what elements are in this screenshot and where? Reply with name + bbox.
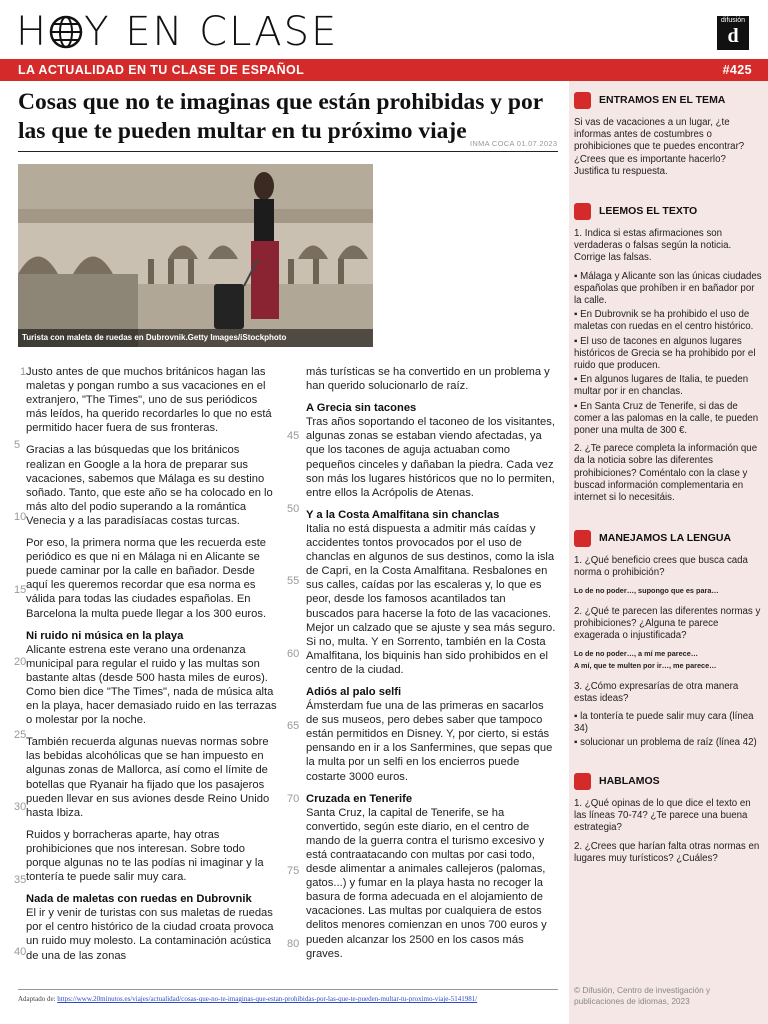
line-number: 65 bbox=[287, 720, 300, 732]
list-item: ▪ Málaga y Alicante son las únicas ciudades españolas que prohíben ir en bañador por la calle. bbox=[574, 271, 762, 308]
hint-2a: Lo de no poder…, a mí me parece… bbox=[574, 649, 699, 659]
section-entramos bbox=[574, 92, 762, 184]
line-number: 30 bbox=[14, 801, 27, 813]
paragraph: Italia no está dispuesta a admitir más caídas y accidentes tontos provocados por el uso de chanclas en algunos de sus destinos, como la isla de Capri, en la Costa Amalfitana. Resbalones en sus calles, caídas por las escaleras y, lo que es peor, desde los famosos acantilados tan buscados para hacerse la foto de las vacaciones. Mejor un calzado que se ajuste y sea más seguro. Si no, multa. Y en Sorrento, también en la Costa Amalfitana, los biquinis han sido prohibidos en el centro de la ciudad. bbox=[306, 522, 556, 676]
line-number: 35 bbox=[14, 873, 27, 886]
line-number: 75 bbox=[287, 865, 300, 877]
line-number: 10 bbox=[14, 511, 27, 523]
line-number: 80 bbox=[287, 937, 300, 950]
question-1: 1. ¿Qué beneficio crees que busca cada norma o prohibición? bbox=[574, 555, 748, 579]
section-title: LEEMOS EL TEXTO bbox=[599, 205, 698, 218]
paragraph: Ruidos y borracheras aparte, hay otras prohibiciones que nos interesan. Sobre todo porque algunas no te las podías ni imaginar y la tontería te puede salir muy cara. bbox=[26, 828, 264, 884]
tagline-bar bbox=[0, 59, 768, 81]
language-icon bbox=[574, 530, 591, 547]
paragraph: Tras años soportando el taconeo de los visitantes, algunas zonas se estaban viendo afectadas, ya que los tacones de aguja actuaban como pequeños cinceles y dañaban la piedra. Cada vez son más los lugares históricos que no lo permiten, entre ellos la Acrópolis de Atenas. bbox=[306, 416, 555, 499]
logo: H Y EN CLASE bbox=[16, 9, 339, 55]
question-icon bbox=[574, 92, 591, 109]
subheading: Adiós al palo selfi bbox=[306, 685, 402, 698]
line-number: 70 bbox=[287, 792, 300, 805]
section-title: HABLAMOS bbox=[599, 775, 660, 788]
question-2: 2. ¿Te parece completa la información que da la noticia sobre las diferentes prohibiciones? Coméntalo con la clase y buscad información complementaria en internet si lo necesitáis. bbox=[574, 443, 758, 504]
issue-number: #425 bbox=[722, 63, 752, 77]
section-leemos bbox=[574, 203, 762, 510]
list-item: ▪ El uso de tacones en algunos lugares históricos de Grecia se ha prohibido por el ruido que producen. bbox=[574, 336, 762, 373]
paragraph: Gracias a las búsquedas que los británicos realizan en Google a la hora de preparar sus vacaciones, sabemos que Málaga es su destino soñado. Tanto, que este año se ha colocado en lo más alto del podio superando a la romántica Venecia y a las paradisíacas costas turcas. bbox=[26, 444, 273, 527]
tagline: LA ACTUALIDAD EN TU CLASE DE ESPAÑOL bbox=[18, 63, 305, 77]
article-photo bbox=[18, 164, 373, 347]
paragraph: También recuerda algunas nuevas normas sobre las bebidas alcohólicas que se han impuesto en algunas zonas de Mallorca, así como el límite de botellas que Ryanair ha fijado que los pasajeros pueden llevar en sus aviones desde Reino Unido hasta Ibiza. bbox=[26, 736, 270, 819]
hint-1: Lo de no poder…, supongo que es para… bbox=[574, 586, 719, 596]
phrase-list bbox=[574, 711, 762, 750]
section-manejamos bbox=[574, 530, 762, 752]
list-item: ▪ En algunos lugares de Italia, te pueden multar por ir en chanclas. bbox=[574, 374, 762, 398]
paragraph: Santa Cruz, la capital de Tenerife, se ha convertido, según este diario, en el centro de mando de la guerra contra el turismo excesivo y está contraatacando con multas por casi todo, desde alimentar a animales callejeros (palomas, gatos...) y fumar en la playa hasta no recoger la basura de forma adecuada en el alojamiento de vacaciones. Las multas por cualquiera de estos delitos menores comienzan en unos 700 euros y pueden alcanzar los 2500 en los casos más graves. bbox=[306, 806, 547, 960]
masthead bbox=[0, 0, 768, 58]
subheading: A Grecia sin tacones bbox=[306, 402, 417, 415]
section-title: MANEJAMOS LA LENGUA bbox=[599, 532, 732, 545]
article-title: Cosas que no te imaginas que están prohibidas y por las que te pueden multar en tu próximo viaje bbox=[18, 89, 543, 144]
list-item: ▪ En Santa Cruz de Tenerife, si das de comer a las palomas en la calle, te pueden poner una multa de 300 €. bbox=[574, 401, 762, 438]
subheading: Ni ruido ni música en la playa bbox=[26, 629, 184, 642]
subheading: Cruzada en Tenerife bbox=[306, 792, 413, 805]
copyright: © Difusión, Centro de investigación y publicaciones de idiomas, 2023 bbox=[574, 985, 711, 1006]
list-item: ▪ solucionar un problema de raíz (línea 42) bbox=[574, 737, 762, 749]
section-text: Si vas de vacaciones a un lugar, ¿te informas antes de costumbres o prohibiciones que te puedes encontrar? ¿Crees que es importante hacerlo? Justifica tu respuesta. bbox=[574, 117, 745, 177]
title-divider bbox=[18, 151, 558, 152]
question-1: 1. Indica si estas afirmaciones son verdaderas o falsas según la noticia. Corrige las falsas. bbox=[574, 228, 732, 264]
paragraph: El ir y venir de turistas con sus maletas de ruedas por el centro histórico de la ciudad croata provoca un ruido muy molesto. La contaminación acústica de una de las zonas bbox=[26, 907, 274, 962]
question-2: 2. ¿Crees que harían falta otras normas en lugares muy turísticos? ¿Cuáles? bbox=[574, 840, 760, 864]
globe-icon bbox=[49, 15, 83, 49]
document-icon bbox=[574, 203, 591, 220]
paragraph: Alicante estrena este verano una ordenanza municipal para regular el ruido y las multas son bastante altas (desde 500 hasta miles de euros). Como bien dice "The Times", nada de música alta en la playa, hacer demasiado ruido en las terrazas o molestar por la noche. bbox=[26, 643, 277, 727]
subheading: Y a la Costa Amalfitana sin chanclas bbox=[306, 508, 500, 521]
question-2: 2. ¿Qué te parecen las diferentes normas y prohibiciones? ¿Alguna te parece exagerada o injustificada? bbox=[574, 605, 761, 642]
source-divider bbox=[18, 989, 558, 990]
question-1: 1. ¿Qué opinas de lo que dice el texto en las líneas 70-74? ¿Te parece una buena estrategia? bbox=[574, 798, 751, 834]
byline: INMA COCA 01.07.2023 bbox=[470, 139, 558, 148]
speech-bubble-icon bbox=[574, 773, 591, 790]
line-number: 1 bbox=[20, 366, 27, 378]
paragraph: Por eso, la primera norma que les recuerda este periódico es que ni en Málaga ni en Alicante se puede caminar por la calle en bañador. Desde aquí les queremos recordar que esa norma es válida para todas las ciudades españolas. En Barcelona la multa puede llegar a los 300 euros. bbox=[26, 537, 267, 620]
article-column-left bbox=[26, 365, 278, 971]
line-number: 25 bbox=[14, 728, 27, 741]
paragraph: Justo antes de que muchos británicos hagan las maletas y pongan rumbo a sus vacaciones en el extranjero, "The Times", uno de sus periódicos más leídos, ha querido recordarles lo que no está permitido hacer fuera de sus fronteras. bbox=[26, 366, 272, 435]
photo-illustration bbox=[18, 164, 373, 347]
paragraph: más turísticas se ha convertido en un problema y han querido solucionarlo de raíz. bbox=[306, 366, 550, 393]
source-note: Adaptado de: https://www.20minutos.es/viajes/actualidad/cosas-que-no-te-imaginas-que-estan-prohibidas-por-las-que-te-pueden-multar-tu-proximo-viaje-5141981/ bbox=[18, 995, 478, 1003]
statement-list bbox=[574, 271, 762, 438]
hint-2b: A mí, que te multen por ir…, me parece… bbox=[574, 661, 717, 671]
section-hablamos bbox=[574, 773, 762, 871]
publisher-logo: difusión d bbox=[717, 16, 749, 50]
article-column-right bbox=[306, 365, 556, 969]
line-number: 60 bbox=[287, 647, 300, 660]
line-number: 40 bbox=[14, 946, 27, 958]
question-3: 3. ¿Cómo expresarías de otra manera estas ideas? bbox=[574, 680, 739, 704]
paragraph: Ámsterdam fue una de las primeras en sacarlos de sus museos, pero debes saber que tampoco están permitidos en Disney. Y, por cierto, si estás pensando en ir a los Sanfermines, que sepas que la multa por un selfi en los encierros puede costarte 3000 euros. bbox=[306, 700, 553, 783]
line-number: 5 bbox=[14, 438, 21, 451]
line-number: 50 bbox=[287, 502, 300, 515]
line-number: 20 bbox=[14, 656, 27, 668]
list-item: ▪ la tontería te puede salir muy cara (línea 34) bbox=[574, 711, 762, 735]
subheading: Nada de maletas con ruedas en Dubrovnik bbox=[26, 893, 252, 906]
line-number: 45 bbox=[287, 430, 300, 442]
list-item: ▪ En Dubrovnik se ha prohibido el uso de maletas con ruedas en el centro histórico. bbox=[574, 309, 762, 333]
line-number: 15 bbox=[14, 583, 27, 596]
photo-caption: Turista con maleta de ruedas en Dubrovnik.Getty Images/iStockphoto bbox=[18, 329, 373, 347]
line-number: 55 bbox=[287, 575, 300, 587]
section-title: ENTRAMOS EN EL TEMA bbox=[599, 94, 726, 107]
source-link[interactable]: https://www.20minutos.es/viajes/actualidad/cosas-que-no-te-imaginas-que-estan-prohibidas-por-las-que-te-pueden-multar-tu-proximo-viaje-5141981/ bbox=[57, 995, 478, 1003]
